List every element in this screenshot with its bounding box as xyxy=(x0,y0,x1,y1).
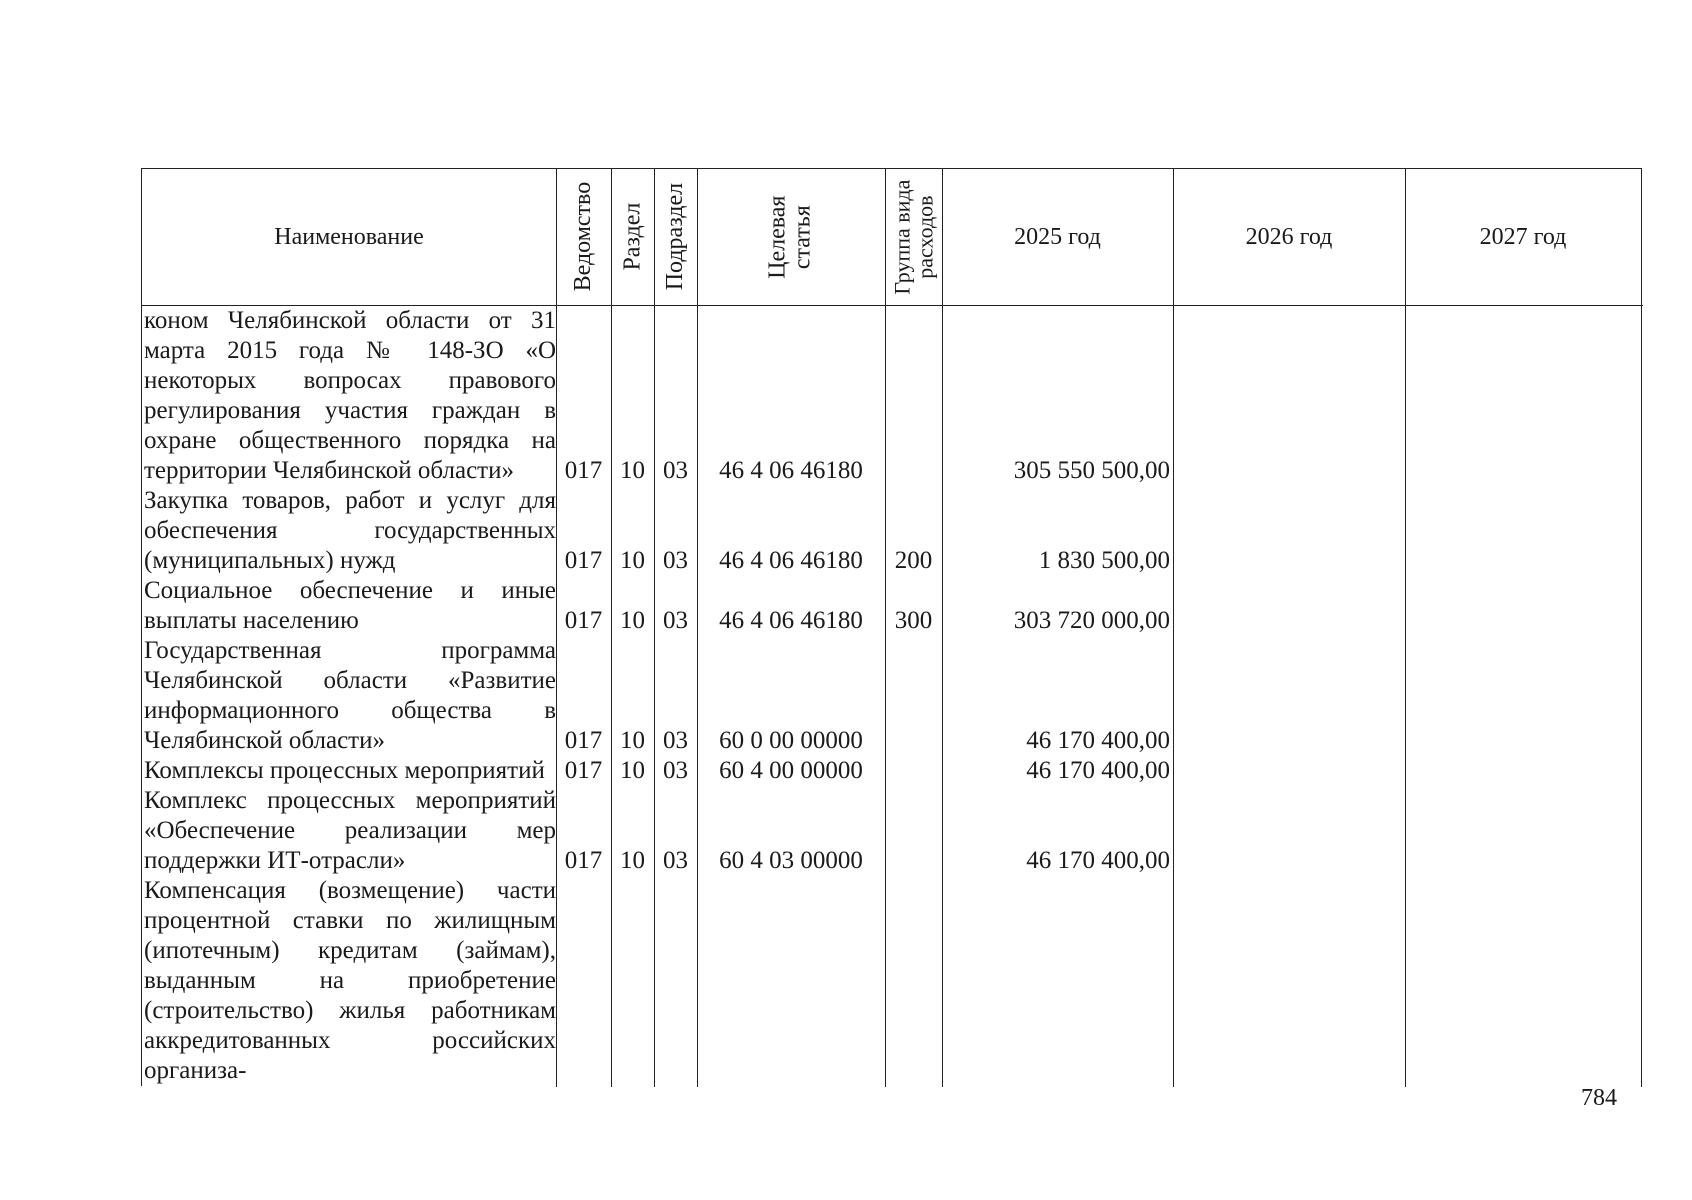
header-celevaya xyxy=(697,169,885,305)
table-row: Государственная программа Челябинской области «Развитие информационного общества в Челябинской области» 017 10 03 60 0 00 00000 46 170 400,00 xyxy=(144,637,1170,754)
header-2027: 2027 год xyxy=(1479,223,1567,250)
header-gruppa-text: Группа вида расходов xyxy=(889,179,938,295)
header-gruppa xyxy=(885,169,942,305)
budget-table xyxy=(141,168,1642,1086)
page-number: 784 xyxy=(1581,1085,1617,1111)
table-row: Закупка товаров, работ и услуг для обеспечения государственных (муниципальных) нужд 017 10 03 46 4 06 46180 200 1 830 500,00 xyxy=(144,487,1170,574)
header-2026: 2026 год xyxy=(1245,223,1333,250)
header-2025: 2025 год xyxy=(1014,223,1101,250)
table-row: коном Челябинской области от 31 марта 2015 года № 148-ЗО «О некоторых вопросах правового регулирования участия граждан в охране общественного порядка на территории Челябинской области» 017 10 03 46 4 06 46180 305 550 500,00 xyxy=(144,307,1170,484)
table-row: Комплекс процессных мероприятий «Обеспечение реализации мер поддержки ИТ-отрасли» 017 10 03 60 4 03 00000 46 170 400,00 xyxy=(144,787,1170,874)
header-vedomstvo: Ведомство xyxy=(569,182,596,292)
header-celevaya-text: Целевая статья xyxy=(764,195,816,279)
header-podrazdel: Подраздел xyxy=(661,183,688,291)
header-razdel: Раздел xyxy=(618,203,645,271)
table-row: Социальное обеспечение и иные выплаты населению 017 10 03 46 4 06 46180 300 303 720 000,00 xyxy=(144,577,1170,634)
header-name: Наименование xyxy=(274,223,424,250)
table-body xyxy=(142,306,1643,1086)
table-row: Компенсация (возмещение) части процентной ставки по жилищным (ипотечным) кредитам (займам), выданным на приобретение (строительство) жилья работникам аккредитованных российских организа- xyxy=(144,877,556,1084)
table-row: Комплексы процессных мероприятий 017 10 03 60 4 00 00000 46 170 400,00 xyxy=(144,757,1170,784)
